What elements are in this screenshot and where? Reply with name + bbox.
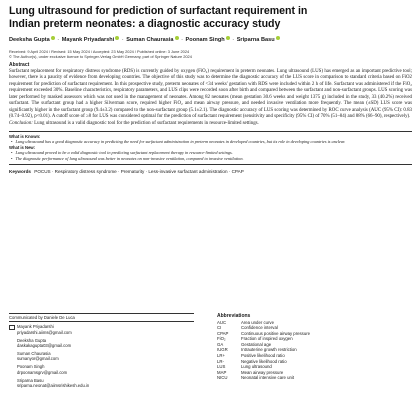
abbr-value: Negative likelihood ratio [241,358,287,364]
abbr-key: LUS [217,364,226,370]
publication-dates [9,49,412,59]
abstract-heading: Abstract [9,62,30,68]
abbr-value: Confidence interval [241,325,278,331]
abbr-key: MAP [217,369,227,375]
known-item: • Lung ultrasound has a good diagnostic accuracy in predicting the need for surfactant administration in preterm neonates in developed countries, but its role in developing countries is unclear. [17,139,412,144]
affiliation-name: Suman Chaurasia [17,351,51,357]
abstract-body [9,69,412,127]
abbr-value: Neonatal intensive care unit [241,375,295,381]
abbr-value: Gestational age [241,341,272,347]
affiliation-email[interactable]: drpoonamsgrv@gmail.com [17,369,68,375]
author-separator: · [121,37,124,43]
orcid-icon[interactable] [226,36,230,40]
abbr-key: FiO₂ [217,336,226,342]
abbreviations-column [217,313,412,391]
abbr-key: IUGR [217,347,228,353]
author-name[interactable]: Poonam Singh [185,37,225,43]
conclusion-label: Conclusion: [9,120,33,126]
author-name[interactable]: Sriparna Basu [236,37,275,43]
affiliation [9,324,194,335]
author-separator: · [232,37,235,43]
abbr-key: AUC [217,319,227,325]
abbr-key: NICU [217,375,228,381]
envelope-icon [9,324,17,335]
abbr-value: Fraction of inspired oxygen [241,336,293,342]
keywords-text: POCUS · Respiratory distress syndrome · Prematurity · Less-invasive surfactant administration · CPAP [34,169,244,175]
abbr-key: GA [217,341,224,347]
abbr-key: CPAP [217,330,229,336]
new-list [9,150,412,161]
abstract-paragraph: Surfactant replacement for respiratory distress syndrome (RDS) is currently guided by oxygen (FiO₂) requirement in preterm neonates. Lung ultrasound (LUS) has emerged as an important predictive tool; however, there is a paucity of evidence from developing countries. The objective of this study was to determine the diagnostic accuracy of the LUS score in comparison to standard criteria based on FiO2 requirement for prediction of surfactant requirement. In this prospective study, preterm neonates of <34 weeks' gestation with RDS were included within 2 h of life. Surfactant was administered if the FiO₂ requirement exceeded 30%. Baseline characteristics, respiratory parameters, and LUS clips were recorded soon after birth and compared between the surfactant and non-surfactant groups. LUS scoring was later performed by masked assessors which was not used in the management of neonates. Among 82 neonates (mean gestation 30.6 weeks and weight 1375 g) included in the study, 33 (40.2%) received surfactant. The surfactant group had a higher Silverman score, required higher FiO₂ and mean airway pressure, and needed invasive ventilation more frequently. The mean (±SD) LUS score was significantly higher in the surfactant group (9.4±3.2) compared to the non-surfactant group (5.1±2.1). The diagnostic accuracy of LUS scoring was determined by ROC curve analysis (AUC (95% CI): 0.83 (0.74–0.92), p<0.01). A cutoff score of ≥8 for LUS was considered optimal for the prediction of surfactant requirement (sensitivity and specificity (95% CI) of 70% (51–84) and 88% (66–90), respectively). [9,69,412,120]
front-matter-footer [9,313,412,391]
affiliation-email[interactable]: daskakagupta03@gmail.com [17,343,72,349]
affiliation [9,364,194,375]
abbr-value: Intrauterine growth restriction [241,347,297,353]
spacer [9,364,17,375]
keywords [9,169,412,175]
correspondence-column [9,313,194,391]
conclusion-text: Lung ultrasound is a valid diagnostic tool for the prediction of surfactant requirements in resource-limited settings. [32,120,259,126]
affiliation-email[interactable]: priyadarshi.aiims@gmail.com [17,329,72,335]
abbr-value: Area under curve [241,319,274,325]
affiliation-name: Mayank Priyadarshi [17,324,54,330]
orcid-icon[interactable] [51,36,55,40]
affiliation-email[interactable]: sriparna.neonat@aiimsrishikesh.edu.in [17,383,90,389]
new-heading: What is New: [9,144,36,150]
author-separator: · [57,37,60,43]
abbr-key: LR+ [217,353,226,359]
abbr-value: Mean airway pressure [241,369,284,375]
key-points-box [9,131,412,165]
abbr-key: CI [217,325,222,331]
affiliation-name: Sriparna Basu [17,377,44,383]
author-name[interactable]: Suman Chaurasia [126,37,174,43]
copyright-line: © The Author(s), under exclusive licence to Springer-Verlag GmbH Germany, part of Springer Nature 2024 [9,54,192,59]
author-separator: · [181,37,183,43]
history-dates: Received: 9 April 2024 / Revised: 15 May 2024 / Accepted: 23 May 2024 / Published online: 3 June 2024 [9,49,190,54]
affiliation-name: Deeksha Gupta [17,337,47,343]
abbr-value: Continuous positive airway pressure [241,330,311,336]
affiliation-email[interactable]: sumanyor@gmail.com [17,356,59,362]
author-list [9,36,412,44]
new-item: • Lung ultrasound proved to be a valid diagnostic tool in predicting surfactant replacement therapy in resource-limited settings. [17,150,412,155]
orcid-icon[interactable] [276,36,280,40]
spacer [9,338,17,349]
affiliation [9,338,194,349]
orcid-icon[interactable] [175,36,179,40]
abbreviations-heading: Abbreviations [217,313,251,319]
affiliation [9,378,194,389]
abbr-value: Positive likelihood ratio [241,353,285,359]
affiliation [9,351,194,362]
keywords-label: Keywords [9,169,31,175]
affiliation-name: Poonam Singh [17,364,45,370]
communicated-by: Communicated by Daniele De Luca [9,313,194,322]
new-item: • The diagnostic performance of lung ultrasound was better in neonates on non-invasive ventilation, compared to invasive ventilation. [17,156,412,161]
author-name[interactable]: Mayank Priyadarshi [61,37,115,43]
known-heading: What is Known: [9,134,41,140]
abbr-key: LR- [217,358,224,364]
orcid-icon[interactable] [115,36,119,40]
abbr-value: Lung ultrasound [241,364,272,370]
article-title: Lung ultrasound for prediction of surfactant requirement in Indian preterm neonates: a diagnostic accuracy study [9,5,308,30]
spacer [9,351,17,362]
abbreviation-row [217,375,412,381]
spacer [9,378,17,389]
author-name[interactable]: Deeksha Gupta [9,37,50,43]
abstract-conclusion [9,121,412,127]
